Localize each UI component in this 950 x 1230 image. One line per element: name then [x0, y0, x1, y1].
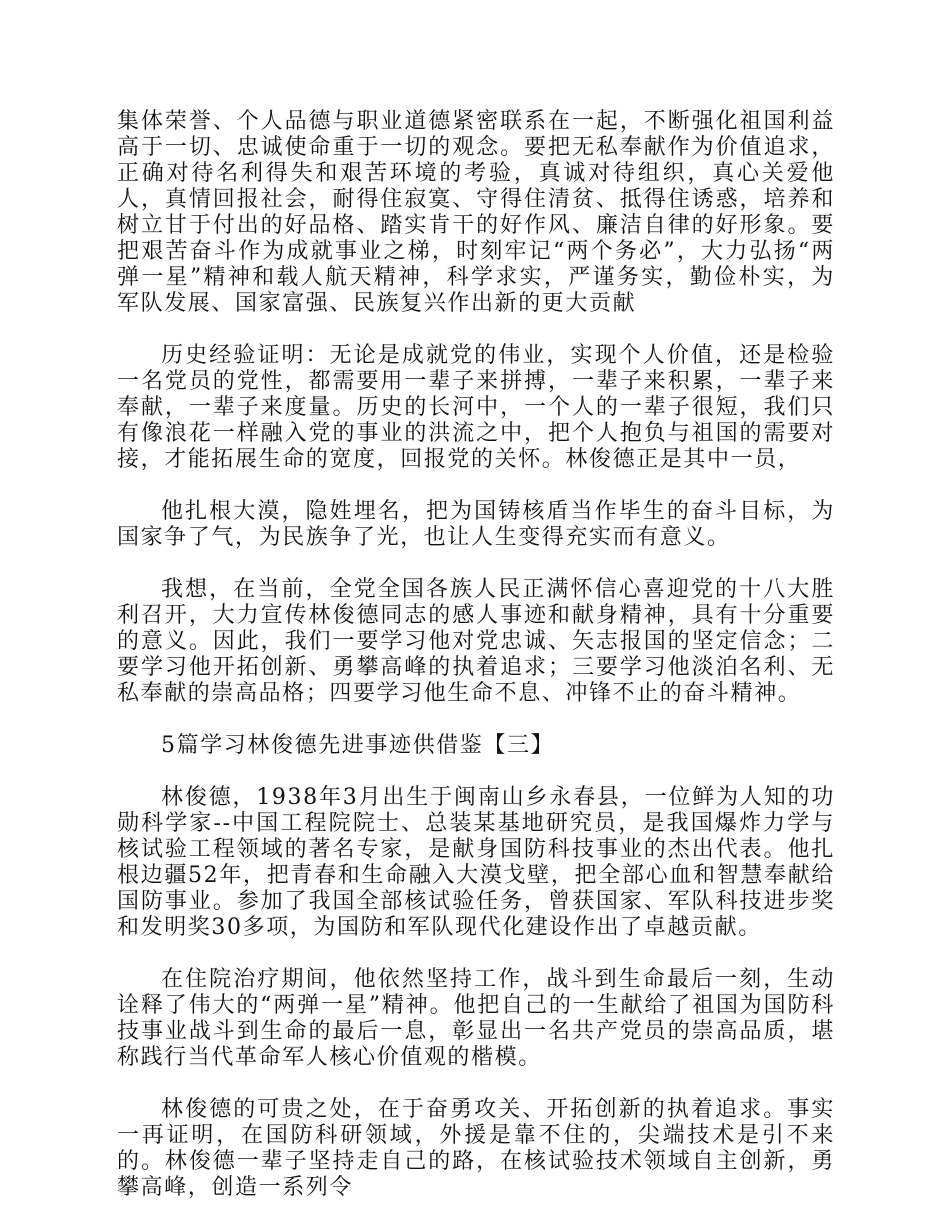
paragraph-7: 林俊德的可贵之处，在于奋勇攻关、开拓创新的执着追求。事实一再证明，在国防科研领域，外援是靠不住的，尖端技术是引不来的。林俊德一辈子坚持走自己的路，在核试验技术领域自主创新，勇攀高峰，创造一系列令 — [117, 1097, 835, 1200]
paragraph-2: 历史经验证明：无论是成就党的伟业，实现个人价值，还是检验一名党员的党性，都需要用一辈子来拼搏，一辈子来积累，一辈子来奉献，一辈子来度量。历史的长河中，一个人的一辈子很短，我们只有像浪花一样融入党的事业的洪流之中，把个人抱负与祖国的需要对接，才能拓展生命的宽度，回报党的关怀。林俊德正是其中一员， — [117, 343, 835, 472]
paragraph-3: 他扎根大漠，隐姓埋名，把为国铸核盾当作毕生的奋斗目标，为国家争了气，为民族争了光，也让人生变得充实而有意义。 — [117, 499, 835, 550]
section-heading: 5篇学习林俊德先进事迹供借鉴【三】 — [161, 733, 555, 758]
paragraph-5: 林俊德，1938年3月出生于闽南山乡永春县，一位鲜为人知的功勋科学家--中国工程院院士、总装某基地研究员，是我国爆炸力学与核试验工程领域的著名专家，是献身国防科技事业的杰出代表。他扎根边疆52年，把青春和生命融入大漠戈壁，把全部心血和智慧奉献给国防事业。参加了我国全部核试验任务，曾获国家、军队科技进步奖和发明奖30多项，为国防和军队现代化建设作出了卓越贡献。 — [117, 785, 835, 940]
paragraph-6: 在住院治疗期间，他依然坚持工作，战斗到生命最后一刻，生动诠释了伟大的“两弹一星”精神。他把自己的一生献给了祖国为国防科技事业战斗到生命的最后一息，彰显出一名共产党员的崇高品质，堪称践行当代革命军人核心价值观的楷模。 — [117, 967, 835, 1070]
paragraph-1: 集体荣誉、个人品德与职业道德紧密联系在一起，不断强化祖国利益高于一切、忠诚使命重于一切的观念。要把无私奉献作为价值追求，正确对待名利得失和艰苦环境的考验，真诚对待组织，真心关爱他人，真情回报社会，耐得住寂寞、守得住清贫、抵得住诱惑，培养和树立甘于付出的好品格、踏实肯干的好作风、廉洁自律的好形象。要把艰苦奋斗作为成就事业之梯，时刻牢记“两个务必”，大力弘扬“两弹一星”精神和载人航天精神，科学求实，严谨务实，勤俭朴实，为军队发展、国家富强、民族复兴作出新的更大贡献 — [117, 109, 835, 316]
paragraph-4: 我想，在当前，全党全国各族人民正满怀信心喜迎党的十八大胜利召开，大力宣传林俊德同志的感人事迹和献身精神，具有十分重要的意义。因此，我们一要学习他对党忠诚、矢志报国的坚定信念；二要学习他开拓创新、勇攀高峰的执着追求；三要学习他淡泊名利、无私奉献的崇高品格；四要学习他生命不息、冲锋不止的奋斗精神。 — [117, 577, 835, 706]
document-body — [117, 109, 835, 1227]
